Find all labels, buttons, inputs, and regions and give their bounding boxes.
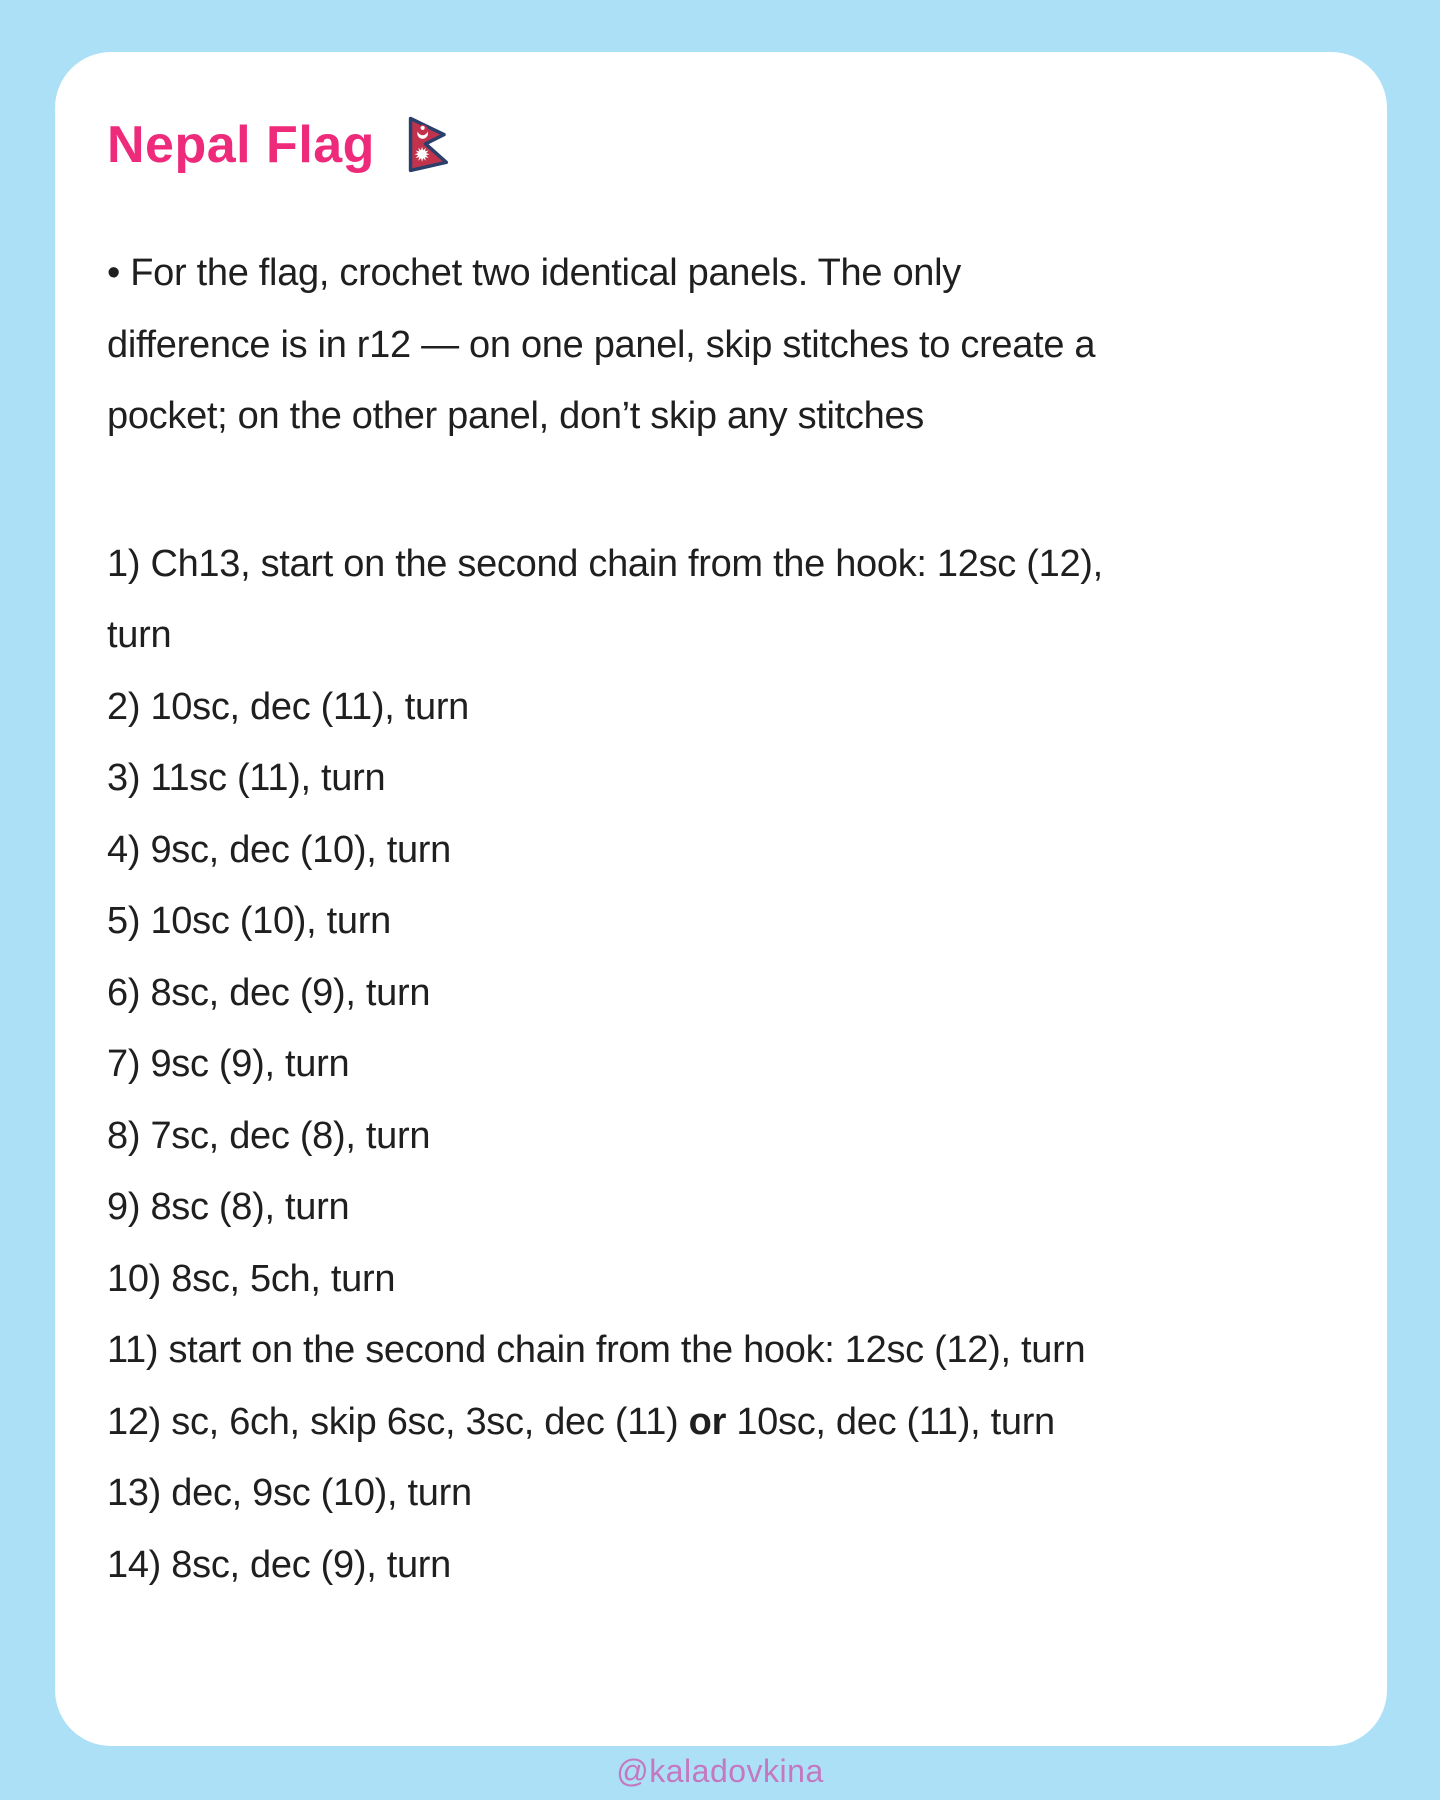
pattern-text: 12) sc, 6ch, skip 6sc, 3sc, dec (11) [107,1400,679,1443]
pattern-text: 5) 10sc (10), turn [107,900,391,942]
intro-line: • For the flag, crochet two identical panels. The only [107,252,961,294]
pattern-line [107,1101,1335,1173]
pattern-text: 14) 8sc, dec (9), turn [107,1543,451,1586]
pattern-card [55,52,1387,1746]
pattern-rows [107,529,1335,1602]
pattern-text: 10sc, dec (11), turn [736,1400,1055,1443]
nepal-flag-icon [401,115,457,175]
title-row [107,112,1335,178]
pattern-line [107,1172,1335,1244]
pattern-line [107,1530,1335,1602]
pattern-line [107,886,1335,958]
intro-line: pocket; on the other panel, don’t skip any stitches [107,395,924,437]
pattern-text: 10) 8sc, 5ch, turn [107,1257,396,1300]
pattern-text: 4) 9sc, dec (10), turn [107,828,451,871]
pattern-text: 8) 7sc, dec (8), turn [107,1114,431,1157]
page-title: Nepal Flag [107,116,375,174]
pattern-text: 6) 8sc, dec (9), turn [107,971,431,1014]
pattern-line [107,1244,1335,1316]
pattern-line [107,1315,1335,1387]
pattern-text: 3) 11sc (11), turn [107,757,386,799]
pattern-line [107,529,1335,601]
pattern-line [107,672,1335,744]
intro-note [107,238,1335,453]
intro-line: difference is in r12 — on one panel, skip stitches to create a [107,323,1096,366]
pattern-line [107,600,1335,672]
pattern-text: 1) Ch13, start on the second chain from the hook: 12sc (12), [107,542,1103,585]
pattern-text: 7) 9sc (9), turn [107,1043,350,1085]
pattern-line [107,1029,1335,1101]
pattern-line [107,958,1335,1030]
pattern-line [107,1387,1335,1459]
pattern-line [107,1458,1335,1530]
pattern-text: 2) 10sc, dec (11), turn [107,685,470,728]
pattern-text-bold: or [678,1400,737,1443]
pattern-text: 13) dec, 9sc (10), turn [107,1472,472,1514]
pattern-line [107,815,1335,887]
footer-credit: @kaladovkina [616,1753,824,1789]
pattern-text: 9) 8sc (8), turn [107,1186,350,1228]
pattern-line [107,743,1335,815]
pattern-text: 11) start on the second chain from the hook: 12sc (12), turn [107,1329,1086,1371]
pattern-text: turn [107,614,172,656]
